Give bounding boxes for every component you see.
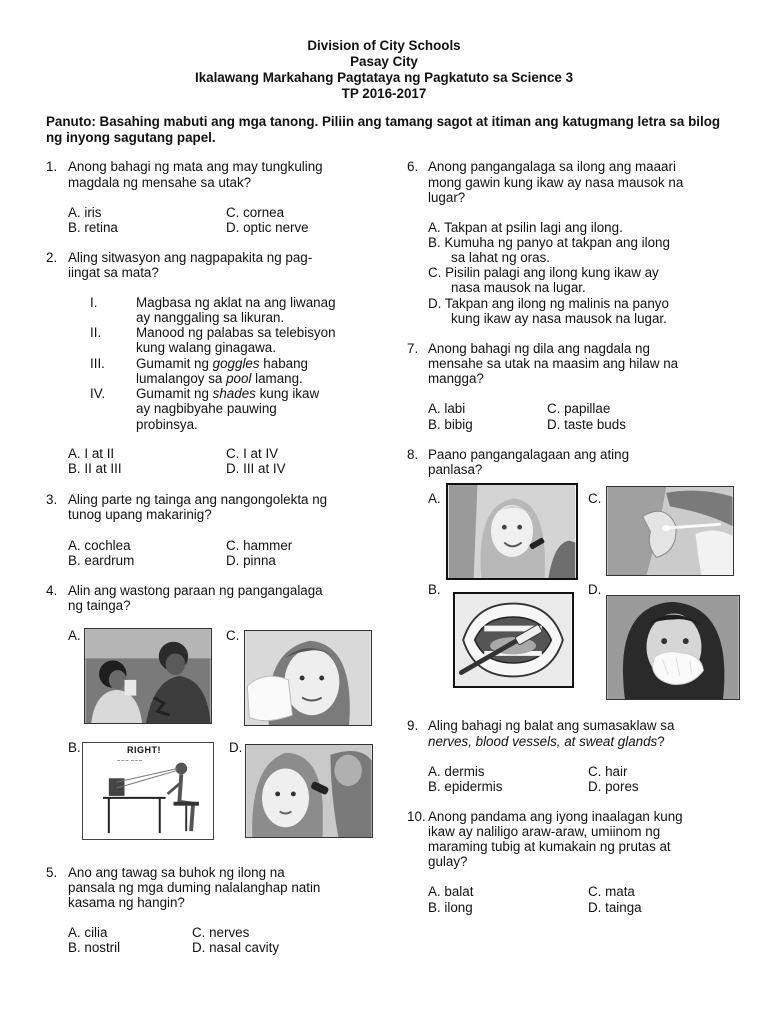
q6-choice-b-cont: sa lahat ng oras. xyxy=(451,250,551,265)
q9-question-line1: Aling bahagi ng balat ang sumasaklaw sa xyxy=(428,718,675,733)
header-title: Ikalawang Markahang Pagtataya ng Pagkatuto sa Science 3 xyxy=(194,70,574,85)
q2-item-text-part: lamang. xyxy=(251,371,303,386)
q1-choice-c: C. cornea xyxy=(226,205,285,220)
q1-choice-b: B. retina xyxy=(68,220,118,235)
q2-item-text: kung walang ginagawa. xyxy=(136,340,276,355)
q4-choice-c-label: C. xyxy=(226,628,240,643)
q2-choice-b: B. II at III xyxy=(68,461,122,476)
document-header xyxy=(0,38,768,102)
header-division: Division of City Schools xyxy=(307,38,461,53)
q2-item-roman: II. xyxy=(90,325,102,340)
q10-question-line4: gulay? xyxy=(428,854,468,869)
q9-number: 9. xyxy=(407,718,419,733)
q7-choice-a: A. labi xyxy=(428,401,466,416)
q2-item-text-part: Gumamit ng xyxy=(136,356,213,371)
q2-item-italic: goggles xyxy=(212,356,260,371)
q8-question-line2: panlasa? xyxy=(428,462,483,477)
q6-choice-d-cont: kung ikaw ay nasa mausok na lugar. xyxy=(451,311,667,326)
q6-question-line1: Anong pangangalaga sa ilong ang maaari xyxy=(428,159,676,174)
q2-number: 2. xyxy=(46,250,58,265)
q6-question-line2: mong gawin kung ikaw ay nasa mausok na xyxy=(428,175,684,190)
q2-item-roman: IV. xyxy=(90,386,106,401)
q7-question-line2: mensahe sa utak na maasim ang hilaw na xyxy=(428,356,679,371)
q8-choice-d-label: D. xyxy=(588,582,602,597)
q10-choice-b: B. ilong xyxy=(428,900,473,915)
q2-item-text: probinsya. xyxy=(136,417,198,432)
q2-item-text xyxy=(136,371,303,386)
q8-number: 8. xyxy=(407,447,419,462)
q4-choice-b-label: B. xyxy=(68,740,81,755)
q3-number: 3. xyxy=(46,492,58,507)
q10-choice-c: C. mata xyxy=(588,884,635,899)
q6-choice-b: B. Kumuha ng panyo at takpan ang ilong xyxy=(428,235,670,250)
q2-item-text-part: Gumamit ng xyxy=(136,386,213,401)
q4-question-line1: Alin ang wastong paraan ng pangangalaga xyxy=(68,583,323,598)
q4-question-line2: ng tainga? xyxy=(68,598,131,613)
q7-number: 7. xyxy=(407,341,419,356)
q6-question-line3: lugar? xyxy=(428,190,466,205)
q4-image-c xyxy=(244,630,372,726)
q5-number: 5. xyxy=(46,865,58,880)
q8-image-a xyxy=(446,483,578,580)
q4-number: 4. xyxy=(46,583,58,598)
q2-item-text: ay nanggaling sa likuran. xyxy=(136,310,285,325)
q10-choice-d: D. tainga xyxy=(588,900,642,915)
q10-question-line1: Anong pandama ang iyong inaalagan kung xyxy=(428,809,683,824)
svg-text:~~~ ~~~: ~~~ ~~~ xyxy=(116,758,143,765)
q7-question-line1: Anong bahagi ng dila ang nagdala ng xyxy=(428,341,650,356)
q1-choice-a: A. iris xyxy=(68,205,102,220)
q2-choice-c: C. I at IV xyxy=(226,446,279,461)
q7-choice-b: B. bibig xyxy=(428,417,473,432)
q4-image-b-caption: RIGHT! xyxy=(127,745,161,755)
q1-question-line1: Anong bahagi ng mata ang may tungkuling xyxy=(68,159,323,174)
girl-blowing-nose-icon xyxy=(607,596,739,699)
q8-choice-a-label: A. xyxy=(428,491,441,506)
q8-image-d xyxy=(606,595,740,700)
q10-choice-a: A. balat xyxy=(428,884,474,899)
q7-choice-c: C. papillae xyxy=(547,401,611,416)
q5-question-line1: Ano ang tawag sa buhok ng ilong na xyxy=(68,865,285,880)
q2-item-text xyxy=(136,386,319,401)
q2-choice-d: D. III at IV xyxy=(226,461,286,476)
q2-item-text: Magbasa ng aklat na ang liwanag xyxy=(136,295,336,310)
q2-item-italic: shades xyxy=(212,386,256,401)
q2-item-text-part: habang xyxy=(259,356,308,371)
q8-choice-c-label: C. xyxy=(588,491,602,506)
computer-posture-diagram-icon xyxy=(83,743,213,839)
q3-choice-a: A. cochlea xyxy=(68,538,131,553)
q4-image-d xyxy=(245,744,373,838)
cleaning-ear-cotton-bud-icon xyxy=(607,487,733,575)
q8-image-c xyxy=(606,486,734,576)
q4-image-a xyxy=(84,628,212,724)
q8-question-line1: Paano pangangalagaan ang ating xyxy=(428,447,630,462)
q5-question-line3: kasama ng hangin? xyxy=(68,895,185,910)
girl-drying-ear-towel-icon xyxy=(245,631,371,725)
q10-question-line2: ikaw ay naliligo araw-araw, umiinom ng xyxy=(428,824,661,839)
q2-item-text: Manood ng palabas sa telebisyon xyxy=(136,325,336,340)
q9-italic-terms: nerves, blood vessels, at sweat glands xyxy=(428,734,658,749)
q6-number: 6. xyxy=(407,159,419,174)
q2-item-roman: III. xyxy=(90,356,105,371)
q9-choice-a: A. dermis xyxy=(428,764,485,779)
q9-choice-c: C. hair xyxy=(588,764,628,779)
q3-question-line1: Aling parte ng tainga ang nangongolekta ng xyxy=(68,492,328,507)
doctor-checking-ear-icon xyxy=(246,745,372,837)
q4-choice-d-label: D. xyxy=(229,740,243,755)
q4-choice-a-label: A. xyxy=(68,628,81,643)
q5-choice-d: D. nasal cavity xyxy=(192,940,280,955)
q2-item-text xyxy=(136,356,308,371)
q9-question-line2 xyxy=(428,734,665,749)
q1-question-line2: magdala ng mensahe sa utak? xyxy=(68,175,252,190)
q9-choice-b: B. epidermis xyxy=(428,779,503,794)
q7-question-line3: mangga? xyxy=(428,371,484,386)
q9-question-mark: ? xyxy=(657,734,665,749)
q6-choice-c-cont: nasa mausok na lugar. xyxy=(451,280,586,295)
q5-choice-a: A. cilia xyxy=(68,925,108,940)
q3-choice-d: D. pinna xyxy=(226,553,276,568)
q10-number: 10. xyxy=(407,809,426,824)
q2-item-text-part: lumalangoy sa xyxy=(136,371,227,386)
q1-number: 1. xyxy=(46,159,58,174)
q5-choice-c: C. nerves xyxy=(192,925,250,940)
q7-choice-d: D. taste buds xyxy=(547,417,626,432)
q5-choice-b: B. nostril xyxy=(68,940,121,955)
q9-choice-d: D. pores xyxy=(588,779,639,794)
q3-question-line2: tunog upang makarinig? xyxy=(68,507,212,522)
q1-choice-d: D. optic nerve xyxy=(226,220,309,235)
q8-choice-b-label: B. xyxy=(428,582,441,597)
q3-choice-b: B. eardrum xyxy=(68,553,135,568)
q6-choice-d: D. Takpan ang ilong ng malinis na panyo xyxy=(428,296,669,311)
q8-image-b xyxy=(453,592,574,688)
q6-choice-a: A. Takpan at psilin lagi ang ilong. xyxy=(428,220,623,235)
q2-item-text: ay nagbibyahe pauwing xyxy=(136,401,277,416)
q3-choice-c: C. hammer xyxy=(226,538,293,553)
q2-item-text-part: kung ikaw xyxy=(255,386,320,401)
q10-question-line3: maraming tubig at kumakain ng prutas at xyxy=(428,839,671,854)
q2-item-roman: I. xyxy=(90,295,98,310)
q6-choice-c: C. Pisilin palagi ang ilong kung ikaw ay xyxy=(428,265,659,280)
q2-item-italic: pool xyxy=(226,371,252,386)
header-school-year: TP 2016-2017 xyxy=(341,86,427,101)
header-city: Pasay City xyxy=(350,54,418,69)
q2-choice-a: A. I at II xyxy=(68,446,115,461)
q5-question-line2: pansala ng mga duming nalalanghap natin xyxy=(68,880,321,895)
q2-question-line2: iingat sa mata? xyxy=(68,265,159,280)
instructions: Panuto: Basahing mabuti ang mga tanong. Piliin ang tamang sagot at itiman ang katugmang letra sa bilog ng inyong sagutang papel. xyxy=(46,114,721,145)
girl-dental-checkup-icon xyxy=(448,485,576,578)
brushing-teeth-illustration-icon xyxy=(455,594,572,686)
q4-image-b xyxy=(82,742,214,840)
q2-question-line1: Aling sitwasyon ang nagpapakita ng pag- xyxy=(68,250,313,265)
parent-child-photo-icon xyxy=(85,629,211,723)
